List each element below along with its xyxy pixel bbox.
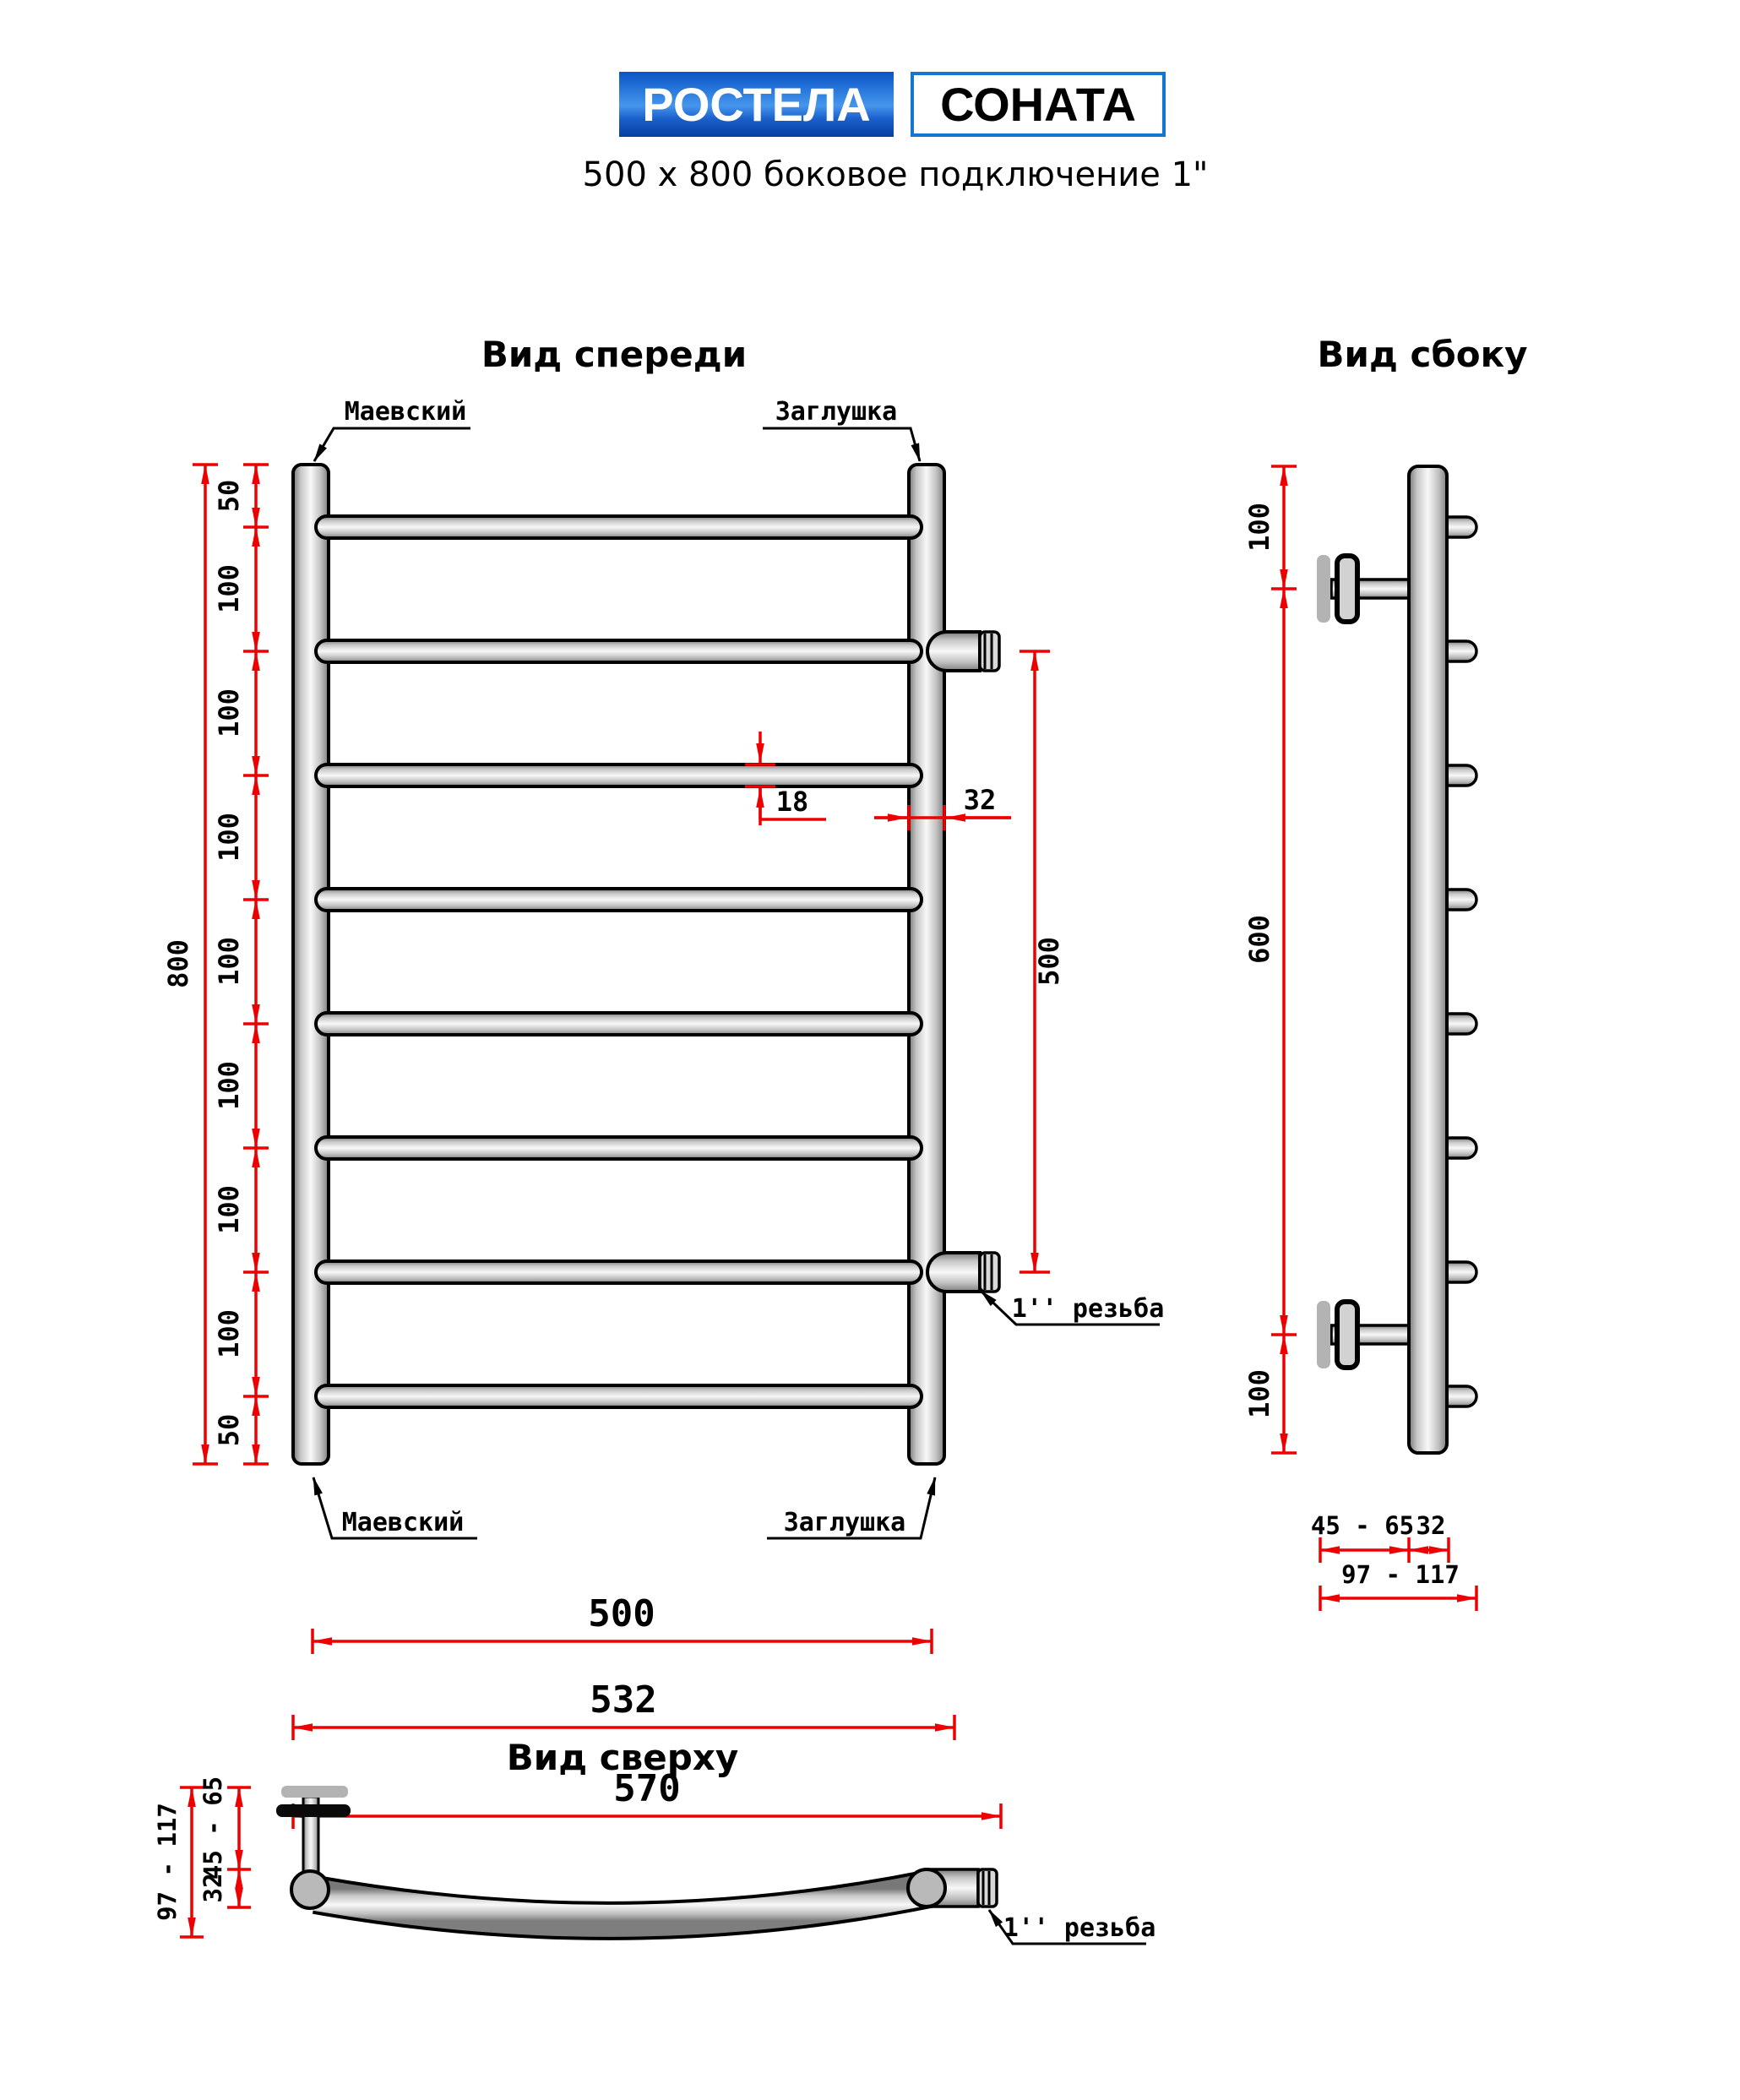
spigot-end-disc: [908, 1869, 945, 1907]
spigot-thread: [980, 1253, 999, 1292]
dim-gap: 100: [213, 564, 245, 613]
product-subtitle: 500 x 800 боковое подключение 1": [582, 155, 1209, 194]
dim-gap: 50: [213, 1413, 245, 1447]
wall-flange: [1317, 555, 1330, 623]
air-valve-label-bottom: Маевский: [341, 1508, 465, 1537]
dim-bar-diameter: 18: [775, 786, 809, 818]
bracket-washer: [1337, 556, 1357, 622]
leader-line: [314, 428, 470, 461]
spigot-body: [927, 632, 980, 671]
spigot-thread-top: [978, 1869, 997, 1907]
plug-label-top: Заглушка: [775, 397, 898, 427]
dim-gap: 100: [213, 688, 245, 737]
spigot-thread: [980, 632, 999, 671]
bar-end-disc: [291, 1871, 329, 1908]
dim-total-depth: 97 - 117: [1341, 1560, 1460, 1589]
side-view: [1243, 334, 1527, 1611]
rung: [316, 516, 922, 538]
front-left-post: [293, 465, 329, 1464]
dim-post-diameter: 32: [963, 784, 997, 816]
side-view-title: Вид сбоку: [1317, 334, 1528, 375]
dim-gap: 100: [213, 1185, 245, 1234]
rung: [316, 1261, 922, 1283]
thread-label-front: 1'' резьба: [1011, 1294, 1165, 1324]
brand-logo: [619, 72, 894, 137]
dim-connection-span: 500: [1033, 937, 1065, 986]
thread-label-top: 1'' резьба: [1003, 1913, 1156, 1943]
rung: [316, 640, 922, 662]
spigot-body: [927, 1253, 980, 1292]
curved-bar: [316, 1889, 929, 1921]
wall-flange: [1317, 1301, 1330, 1368]
dim-total-depth-top: 97 - 117: [153, 1803, 182, 1921]
dim-bracket-span: 600: [1243, 915, 1275, 964]
rung: [316, 1385, 922, 1407]
bracket-collar: [276, 1804, 351, 1817]
dim-height: 800: [162, 939, 194, 988]
side-bracket-flanges: [1317, 555, 1357, 1368]
air-valve-label-top: Маевский: [344, 397, 467, 427]
dim-post-diameter-side: 32: [1416, 1511, 1446, 1540]
brand-name: РОСТЕЛА: [642, 78, 871, 131]
dim-bottom-offset: 100: [1243, 1369, 1275, 1418]
rung: [316, 1013, 922, 1035]
dim-top-offset: 100: [1243, 503, 1275, 552]
side-post: [1409, 466, 1447, 1453]
leader-line: [763, 428, 920, 461]
series-name: СОНАТА: [940, 78, 1136, 131]
rung: [316, 764, 922, 786]
bracket-washer: [1337, 1302, 1357, 1368]
dim-gap: 100: [213, 1309, 245, 1358]
side-brackets: [1331, 579, 1412, 1344]
dim-wall-clearance-top: 45 - 65: [198, 1776, 227, 1880]
dim-gap: 100: [213, 813, 245, 862]
front-view: [162, 334, 1164, 1829]
series-logo: [911, 72, 1166, 137]
dim-gap: 100: [213, 937, 245, 986]
top-view: [153, 1737, 1155, 1944]
dim-tube-diameter-top: 32: [198, 1873, 227, 1903]
top-dimensions: [153, 1776, 251, 1937]
wall-flange-top: [281, 1786, 348, 1798]
dim-wall-clearance: 45 - 65: [1310, 1511, 1415, 1540]
plug-label-bottom: Заглушка: [783, 1508, 906, 1537]
top-view-title: Вид сверху: [506, 1737, 739, 1778]
front-view-title: Вид спереди: [481, 334, 748, 375]
front-rungs: [316, 516, 922, 1407]
rung: [316, 1137, 922, 1159]
front-right-post: [909, 465, 944, 1464]
dim-gap: 50: [213, 479, 245, 513]
dim-width-axes: 500: [588, 1592, 655, 1635]
rung: [316, 889, 922, 911]
dim-width-full: 570: [613, 1767, 681, 1810]
dim-gap: 100: [213, 1061, 245, 1110]
dim-width-outer: 532: [590, 1678, 657, 1722]
